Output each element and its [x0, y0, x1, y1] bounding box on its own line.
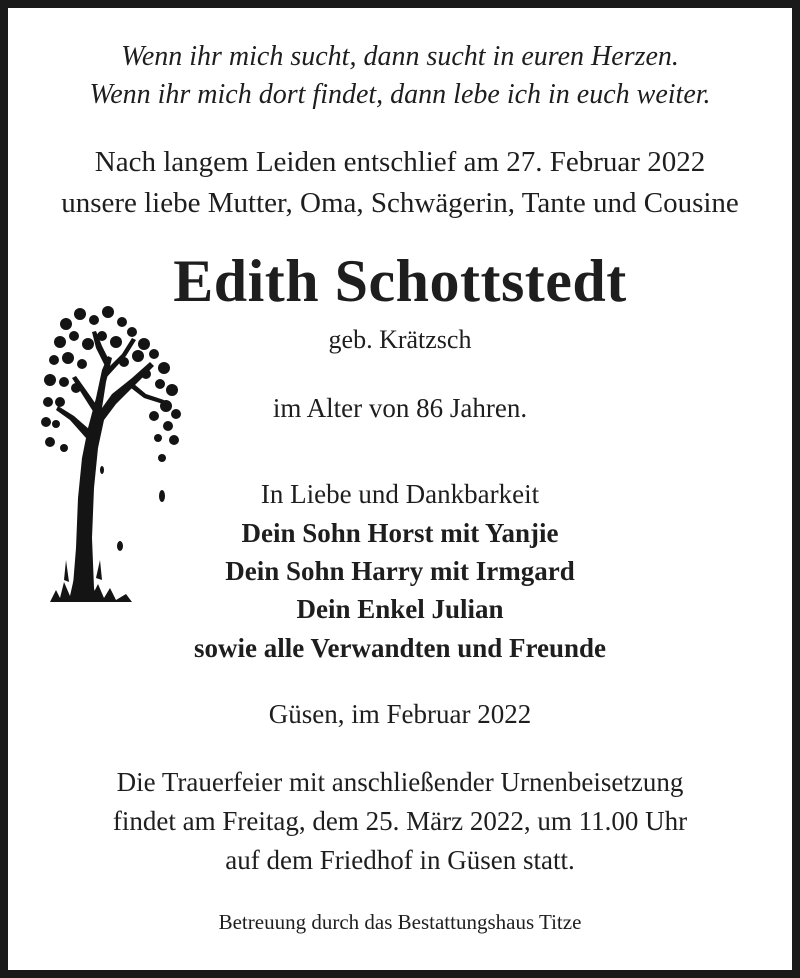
- deceased-name: Edith Schottstedt: [173, 248, 627, 314]
- intro-line-1: Nach langem Leiden entschlief am 27. Februar 2022: [94, 146, 706, 178]
- mourner-name: Dein Enkel Julian: [296, 594, 504, 624]
- tree-icon: [36, 298, 186, 608]
- mourner-name: sowie alle Verwandten und Freunde: [193, 633, 607, 663]
- ceremony-line-3: auf dem Friedhof in Güsen statt.: [225, 845, 575, 875]
- poem-line-1: Wenn ihr mich sucht, dann sucht in euren Herzen.: [121, 41, 679, 72]
- age-line: im Alter von 86 Jahren.: [272, 393, 528, 423]
- birth-name: geb. Krätzsch: [328, 325, 472, 354]
- ceremony-line-2: findet am Freitag, dem 25. März 2022, um 11.00 Uhr: [112, 806, 688, 836]
- funeral-home-credit: Betreuung durch das Bestattungshaus Titze: [218, 910, 582, 934]
- intro-line-2: unsere liebe Mutter, Oma, Schwägerin, Tante und Cousine: [61, 187, 739, 219]
- mourner-name: Dein Sohn Harry mit Irmgard: [225, 556, 575, 586]
- place-date: Güsen, im Februar 2022: [268, 699, 532, 729]
- mourner-name: Dein Sohn Horst mit Yanjie: [241, 518, 559, 548]
- poem-line-2: Wenn ihr mich dort findet, dann lebe ich in euch weiter.: [89, 79, 711, 110]
- ceremony-line-1: Die Trauerfeier mit anschließender Urnenbeisetzung: [116, 767, 684, 797]
- mourners-heading: In Liebe und Dankbarkeit: [260, 479, 540, 509]
